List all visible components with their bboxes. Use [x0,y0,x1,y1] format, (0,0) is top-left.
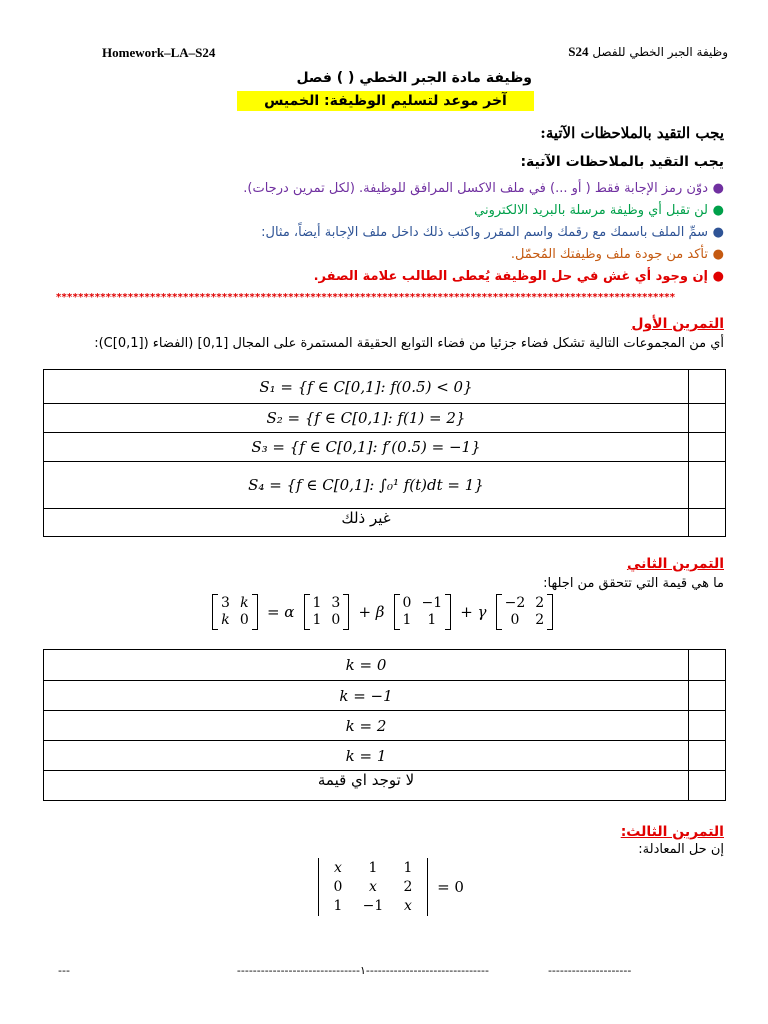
answer-cell[interactable] [689,650,726,681]
header-title [568,44,728,60]
separator-stars: **************************************************************************************************************** [56,292,676,303]
header-title-code: S24 [568,44,589,59]
exercise3-title: التمرين الثالث: [620,824,724,840]
page-footer: --- -------------------------------١------------------------------- --------------------- [58,964,632,977]
answer-cell[interactable] [689,509,726,537]
exercise2-options-table [43,649,726,801]
exercise2-title: التمرين الثاني [626,556,724,572]
exercise1-option: S₁ = {f ∈ C[0,1]: f(0.5) < 0} [44,370,689,404]
bullet-icon: ● [712,181,724,196]
instructions-list [104,178,724,288]
equation-operator: = α [266,602,295,621]
bullet-icon: ● [712,203,724,218]
header-course-code: Homework–LA–S24 [102,45,216,60]
exercise1-option: S₂ = {f ∈ C[0,1]: f(1) = 2} [44,404,689,433]
answer-cell[interactable] [689,404,726,433]
instruction-item: ● دوّن رمز الإجابة فقط ( أو ...) في ملف الاكسل المرافق للوظيفة. (لكل تمرين درجات). [104,178,724,200]
bullet-icon: ● [712,247,724,262]
answer-cell[interactable] [689,741,726,771]
exercise1-option-other: غير ذلك [44,509,689,537]
exercise1-question: أي من المجموعات التالية تشكل فضاء جزئيا من فضاء التوابع الحقيقة المستمرة على المجال [0,1] (الفضاء (C[0,1]): [94,336,724,351]
instructions-heading: يجب التقيد بالملاحظات الآتية: [520,154,724,170]
instruction-item: ● لن تقبل أي وظيفة مرسلة بالبريد الالكتروني [104,200,724,222]
exercise1-options-table [43,369,726,537]
header-title-text: وظيفة الجبر الخطي للفصل [592,45,728,59]
answer-cell[interactable] [689,370,726,404]
answer-cell[interactable] [689,462,726,509]
exercise1-option: S₄ = {f ∈ C[0,1]: ∫₀¹ f(t)dt = 1} [44,462,689,509]
deadline-banner: آخر موعد لتسليم الوظيفة: الخميس [237,91,534,111]
exercise1-title: التمرين الأول [631,316,724,332]
instruction-item: ● تأكد من جودة ملف وظيفتك المُحمّل. [104,244,724,266]
answer-cell[interactable] [689,771,726,801]
matrix: −2 2 0 2 [496,594,554,630]
page-number: ١ [359,964,366,977]
answer-cell[interactable] [689,711,726,741]
exercise2-question: ما هي قيمة التي تتحقق من اجلها: [543,576,724,591]
homework-title: وظيفة مادة الجبر الخطي ( ) فصل [296,70,532,86]
exercise2-option: k = −1 [44,681,689,711]
bullet-icon: ● [712,225,724,240]
equation-rhs: = 0 [437,877,464,896]
determinant: x 1 1 0 x 2 1 −1 x [318,858,428,916]
exercise2-equation [212,594,553,630]
exercise3-question: إن حل المعادلة: [638,842,724,857]
instructions-heading-handwritten: يجب التقيد بالملاحظات الآتية: [540,124,724,142]
exercise2-option-other: لا توجد اي قيمة [44,771,689,801]
instruction-item: ● سمِّ الملف باسمك مع رقمك واسم المقرر واكتب ذلك داخل ملف الإجابة أيضاً، مثال: [104,222,724,244]
exercise1-option: S₃ = {f ∈ C[0,1]: f′(0.5) = −1} [44,433,689,462]
instruction-item: ● إن وجود أي غش في حل الوظيفة يُعطى الطالب علامة الصفر. [104,266,724,288]
exercise3-equation [318,858,464,916]
exercise2-option: k = 0 [44,650,689,681]
answer-cell[interactable] [689,433,726,462]
matrix: 1 3 1 0 [304,594,350,630]
exercise2-option: k = 1 [44,741,689,771]
exercise2-option: k = 2 [44,711,689,741]
equation-operator: + γ [460,602,487,621]
matrix: 3 k k 0 [212,594,258,630]
answer-cell[interactable] [689,681,726,711]
matrix: 0 −1 1 1 [394,594,452,630]
equation-operator: + β [358,602,385,621]
bullet-icon: ● [712,269,724,284]
